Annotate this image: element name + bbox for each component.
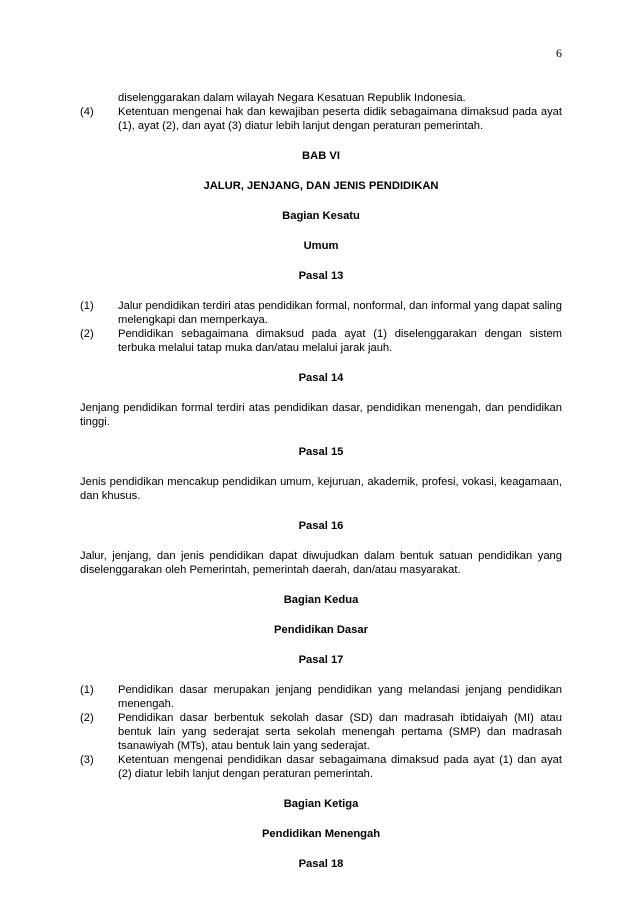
article-heading: Pasal 15 xyxy=(298,446,344,458)
article-heading: Pasal 13 xyxy=(298,270,344,282)
article-heading: Pasal 17 xyxy=(298,654,344,666)
list-item xyxy=(80,711,562,753)
item-number: (1) xyxy=(80,684,94,696)
item-text: Ketentuan mengenai pendidikan dasar sebagaimana dimaksud pada ayat (1) dan ayat (2) diatur lebih lanjut dengan peraturan pemerintah. xyxy=(118,754,562,780)
list-item xyxy=(80,683,562,711)
item-number: (3) xyxy=(80,754,94,766)
article-heading: Pasal 18 xyxy=(298,858,344,870)
continuation-text: diselenggarakan dalam wilayah Negara Kesatuan Republik Indonesia. xyxy=(118,92,466,104)
article-heading: Pasal 14 xyxy=(298,372,344,384)
section-title: Pendidikan Menengah xyxy=(261,828,381,840)
item-number: (1) xyxy=(80,300,94,312)
list-item xyxy=(80,105,562,133)
section-title: Umum xyxy=(303,240,339,252)
item-number: (2) xyxy=(80,328,94,340)
article-text: Jalur, jenjang, dan jenis pendidikan dapat diwujudkan dalam bentuk satuan pendidikan yang diselenggarakan oleh Pemerintah, pemerintah daerah, dan/atau masyarakat. xyxy=(80,550,562,576)
list-item xyxy=(80,299,562,327)
article-text: Jenis pendidikan mencakup pendidikan umum, kejuruan, akademik, profesi, vokasi, keagamaan, dan khusus. xyxy=(80,476,562,502)
item-text: Pendidikan sebagaimana dimaksud pada ayat (1) diselenggarakan dengan sistem terbuka melalui tatap muka dan/atau melalui jarak jauh. xyxy=(118,328,562,354)
document-body xyxy=(80,91,562,871)
list-item xyxy=(80,753,562,781)
item-number: (2) xyxy=(80,712,94,724)
list-item xyxy=(80,327,562,355)
item-number: (4) xyxy=(80,106,94,118)
item-text: Jalur pendidikan terdiri atas pendidikan formal, nonformal, dan informal yang dapat saling melengkapi dan memperkaya. xyxy=(118,300,562,326)
item-text: Pendidikan dasar berbentuk sekolah dasar (SD) dan madrasah ibtidaiyah (MI) atau bentuk lain yang sederajat serta sekolah menengah pertama (SMP) dan madrasah tsanawiyah (MTs), atau bentuk lain yang sederajat. xyxy=(118,712,562,752)
item-text: Ketentuan mengenai hak dan kewajiban peserta didik sebagaimana dimaksud pada ayat (1), ayat (2), dan ayat (3) diatur lebih lanjut dengan peraturan pemerintah. xyxy=(118,106,562,132)
section-title: Pendidikan Dasar xyxy=(274,624,368,636)
article-text: Jenjang pendidikan formal terdiri atas pendidikan dasar, pendidikan menengah, dan pendidikan tinggi. xyxy=(80,402,562,428)
article-heading: Pasal 16 xyxy=(298,520,344,532)
chapter-title: JALUR, JENJANG, DAN JENIS PENDIDIKAN xyxy=(203,180,439,192)
section-heading: Bagian Kedua xyxy=(283,594,359,606)
section-heading: Bagian Kesatu xyxy=(282,210,360,222)
section-heading: Bagian Ketiga xyxy=(283,798,359,810)
page-number: 6 xyxy=(556,46,562,60)
chapter-heading: BAB VI xyxy=(302,150,340,162)
item-text: Pendidikan dasar merupakan jenjang pendidikan yang melandasi jenjang pendidikan menengah. xyxy=(118,684,562,710)
